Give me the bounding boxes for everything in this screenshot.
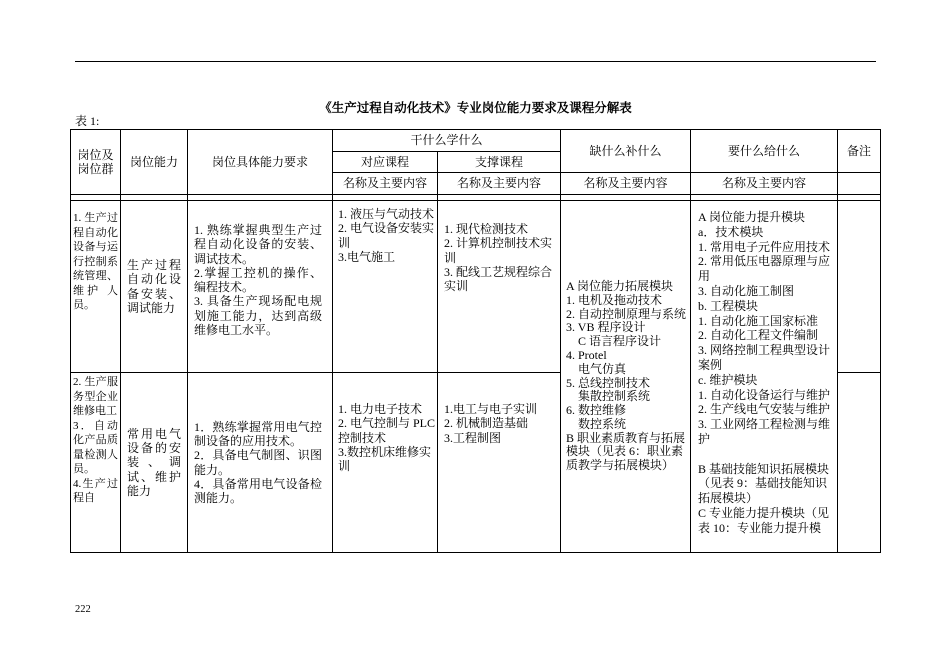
text-line: 1. 常用电子元件应用技术 — [698, 239, 831, 254]
text-line: 3. 配线工艺规程综合实训 — [444, 264, 553, 294]
text-line: 2. 电气控制与 PLC 控制技术 — [338, 416, 436, 445]
table-label: 表 1: — [75, 114, 100, 128]
text-line: 3.数控机床维修实训 — [338, 444, 432, 474]
header-label: 要什么给什么 — [727, 143, 800, 158]
text-line: a．技术模块 — [698, 224, 764, 239]
text-line: 生产过程自动化设备安装、调试能力 — [127, 257, 181, 315]
text-line: 电气仿真 — [578, 361, 627, 376]
text-line: 1. 电力电子技术 — [338, 402, 423, 416]
text-line: 4. Protel — [566, 347, 607, 362]
text-line: 1. 液压与气动技术 — [338, 207, 435, 221]
text-line: 3．自动化产品质量检测人员。 — [73, 419, 118, 475]
header-remarks-empty — [837, 172, 881, 195]
course-breakdown-table — [70, 129, 881, 553]
text-line: 3. VB 程序设计 — [566, 320, 646, 335]
header-label: 名称及主要内容 — [583, 176, 668, 191]
text-line: 2. 生产线电气安装与维护 — [698, 402, 831, 417]
row-1-requirements — [187, 372, 333, 553]
document-title: 《生产过程自动化技术》专业岗位能力要求及课程分解表 — [319, 101, 632, 115]
text-line: 1. 电机及拖动技术 — [566, 292, 663, 307]
header-name-content — [690, 172, 838, 195]
text-line: 5. 总线控制技术 — [566, 375, 651, 390]
header-matching-courses — [332, 151, 438, 173]
text-line: c. 维护模块 — [698, 372, 758, 387]
text-line: 4.生产过程自 — [73, 477, 118, 504]
text-line: 3.电气施工 — [338, 249, 396, 264]
row-1-matching-courses — [332, 372, 438, 553]
fill-gaps-content — [560, 200, 691, 553]
header-name-content — [560, 172, 691, 195]
header-label: 名称及主要内容 — [456, 176, 541, 191]
text-line: 3. 自动化施工制图 — [698, 283, 795, 298]
row-1-post-ability — [120, 372, 188, 553]
text-line: 2.掌握工控机的操作、编程技术。 — [194, 265, 322, 295]
header-remarks — [837, 129, 881, 173]
text-line: 1.电工与电子实训 — [444, 402, 538, 416]
top-rule — [75, 61, 876, 62]
text-line: 1. 自动化施工国家标准 — [698, 313, 819, 328]
header-label: 对应课程 — [360, 154, 409, 169]
page-number: 222 — [75, 604, 91, 615]
text-line: 3. 网络控制工程典型设计案例 — [698, 343, 831, 372]
text-line: 2．具备电气制图、识图能力。 — [194, 448, 322, 477]
text-line: 3.工程制图 — [444, 430, 502, 445]
header-name-content — [332, 172, 438, 195]
header-supporting-courses — [437, 151, 561, 173]
text-line: 2. 自动控制原理与系统 — [566, 306, 687, 321]
header-give-needs — [690, 129, 838, 173]
row-0-post-ability — [120, 200, 188, 373]
header-label: 缺什么补什么 — [589, 143, 662, 158]
text-line: B 基础技能知识拓展模块（见表 9：基础技能知识拓展模块） — [698, 461, 830, 506]
header-label: 备注 — [846, 143, 871, 158]
header-label: 岗位及岗位群 — [77, 147, 114, 176]
text-line: 数控系统 — [578, 416, 627, 431]
header-fill-gaps — [560, 129, 691, 173]
header-label: 名称及主要内容 — [721, 176, 806, 191]
text-line: 1. 熟练掌握典型生产过程自动化设备的安装、调试技术。 — [194, 223, 322, 266]
text-line: C 语言程序设计 — [578, 334, 662, 349]
text-line: 2. 生产服务型企业维修电工 — [73, 376, 118, 417]
text-line: 集散控制系统 — [578, 389, 651, 404]
text-line: 3. 工业网络工程检测与维护 — [698, 417, 831, 446]
text-line: 2. 计算机控制技术实训 — [444, 236, 553, 265]
row-1-post-group — [70, 372, 121, 553]
text-line: 2. 自动化工程文件编制 — [698, 328, 819, 343]
text-line: C 专业能力提升模块（见表 10：专业能力提升模 — [698, 505, 830, 535]
give-needs-content — [690, 200, 838, 553]
row-0-post-group — [70, 200, 121, 373]
header-label: 岗位具体能力要求 — [211, 154, 308, 169]
text-line: A 岗位能力提升模块 — [698, 210, 806, 224]
row-1-supporting-courses — [437, 372, 561, 553]
text-line: 2. 常用低压电器原理与应用 — [698, 254, 831, 284]
text-line: 4．具备常用电气设备检测能力。 — [194, 476, 322, 506]
text-line: 1. 自动化设备运行与维护 — [698, 387, 831, 402]
header-post-group — [70, 129, 121, 195]
text-line: 1. 生产过程自动化设备与运行控制系统管理、维护 人员。 — [73, 212, 118, 311]
text-line: 常用电气设备的安装、调试、维护能力 — [127, 426, 181, 498]
text-line: b. 工程模块 — [698, 298, 759, 313]
text-line: 1．熟练掌握常用电气控制设备的应用技术。 — [194, 419, 322, 448]
header-label: 岗位能力 — [129, 154, 178, 169]
row-0-requirements — [187, 200, 333, 373]
header-label: 干什么学什么 — [410, 133, 483, 148]
text-line: B 职业素质教育与拓展模块（见表 6：职业素质教学与拓展模块） — [566, 430, 686, 473]
header-label: 支撑课程 — [474, 154, 523, 169]
row-0-supporting-courses — [437, 200, 561, 373]
row-0-matching-courses — [332, 200, 438, 373]
text-line: 6. 数控维修 — [566, 403, 627, 418]
header-name-content — [437, 172, 561, 195]
text-line: A 岗位能力拓展模块 — [566, 278, 674, 293]
text-line: 2. 电气设备安装实训 — [338, 221, 435, 250]
header-post-ability — [120, 129, 188, 195]
header-what-to-learn — [332, 129, 561, 152]
text-line: 1. 现代检测技术 — [444, 222, 529, 236]
header-label: 名称及主要内容 — [342, 176, 427, 191]
text-line: 3. 具备生产现场配电规划施工能力，达到高级维修电工水平。 — [194, 294, 322, 338]
header-specific-requirements — [187, 129, 333, 195]
row-0-remarks — [837, 200, 881, 373]
text-line: 2. 机械制造基础 — [444, 416, 529, 431]
row-1-remarks — [837, 372, 881, 553]
